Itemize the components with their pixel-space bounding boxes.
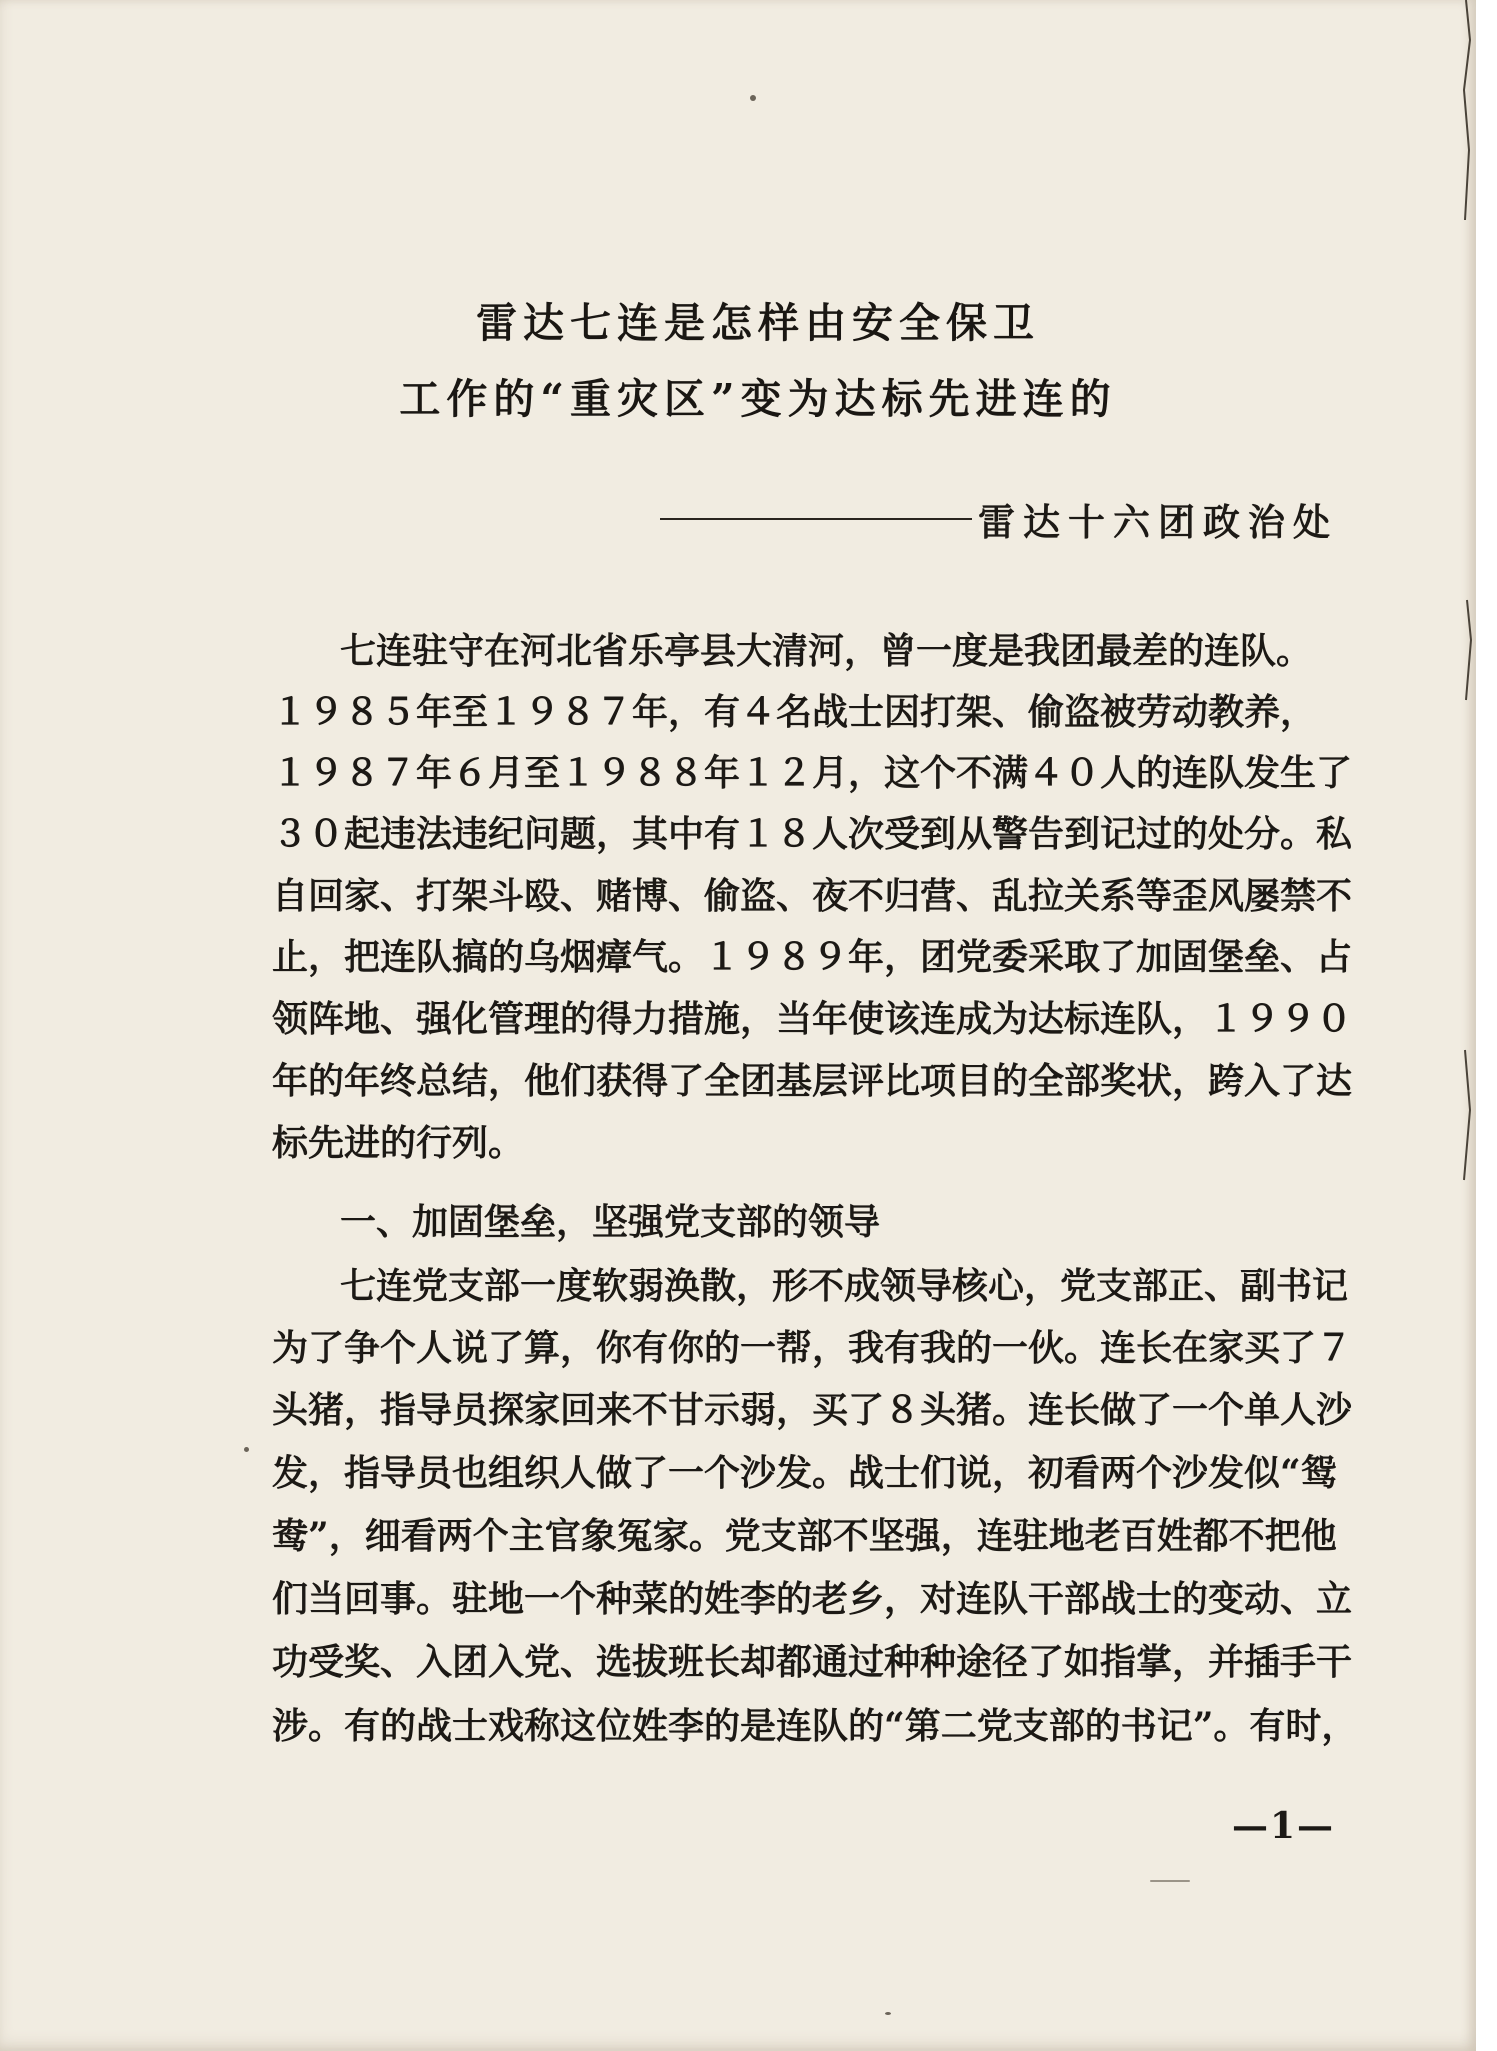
- byline-author: 雷达十六团政治处: [978, 500, 1338, 544]
- binding-edge-marks: [1436, 0, 1476, 2051]
- body-line: 止，把连队搞的乌烟瘴气。１９８９年，团党委采取了加固堡垒、占: [272, 936, 1353, 978]
- body-line: 七连驻守在河北省乐亭县大清河，曾一度是我团最差的连队。: [340, 630, 1313, 672]
- byline-dash-rule: [660, 518, 972, 520]
- body-line: 头猪，指导员探家回来不甘示弱，买了８头猪。连长做了一个单人沙: [272, 1389, 1353, 1431]
- body-line: 为了争个人说了算，你有你的一帮，我有我的一伙。连长在家买了７: [272, 1327, 1353, 1369]
- body-line: 鸯”，细看两个主官象冤家。党支部不坚强，连驻地老百姓都不把他: [272, 1515, 1337, 1557]
- body-line: 标先进的行列。: [272, 1122, 525, 1164]
- paper-speck: [750, 95, 756, 101]
- body-line: 领阵地、强化管理的得力措施，当年使该连成为达标连队，１９９０: [272, 998, 1353, 1040]
- body-line: 涉。有的战士戏称这位姓李的是连队的“第二党支部的书记”。有时，: [272, 1705, 1358, 1747]
- body-line: １９８５年至１９８７年，有４名战士因打架、偷盗被劳动教养，: [272, 691, 1317, 733]
- body-line: １９８７年６月至１９８８年１２月，这个不满４０人的连队发生了: [272, 752, 1353, 794]
- body-line: 七连党支部一度软弱涣散，形不成领导核心，党支部正、副书记: [340, 1265, 1349, 1307]
- section-heading: 一、加固堡垒，坚强党支部的领导: [340, 1201, 881, 1243]
- document-title-line-2: 工作的“重灾区”变为达标先进连的: [399, 375, 1117, 423]
- body-line: 自回家、打架斗殴、赌博、偷盗、夜不归营、乱拉关系等歪风屡禁不: [272, 875, 1353, 917]
- body-line: 发，指导员也组织人做了一个沙发。战士们说，初看两个沙发似“鸳: [272, 1452, 1337, 1494]
- page-number: —1—: [1232, 1805, 1336, 1847]
- body-line: 功受奖、入团入党、选拔班长却都通过种种途径了如指掌，并插手干: [272, 1641, 1353, 1683]
- body-line: 年的年终总结，他们获得了全团基层评比项目的全部奖状，跨入了达: [272, 1060, 1353, 1102]
- byline: [660, 492, 1338, 546]
- paper-speck: [885, 2012, 891, 2015]
- scan-margin: [1476, 0, 1497, 2051]
- paper-scratch: [1150, 1880, 1190, 1882]
- body-line: ３０起违法违纪问题，其中有１８人次受到从警告到记过的处分。私: [272, 813, 1353, 855]
- paper-speck: [244, 1447, 249, 1452]
- document-title-line-1: 雷达七连是怎样由安全保卫: [476, 299, 1040, 347]
- body-line: 们当回事。驻地一个种菜的姓李的老乡，对连队干部战士的变动、立: [272, 1578, 1353, 1620]
